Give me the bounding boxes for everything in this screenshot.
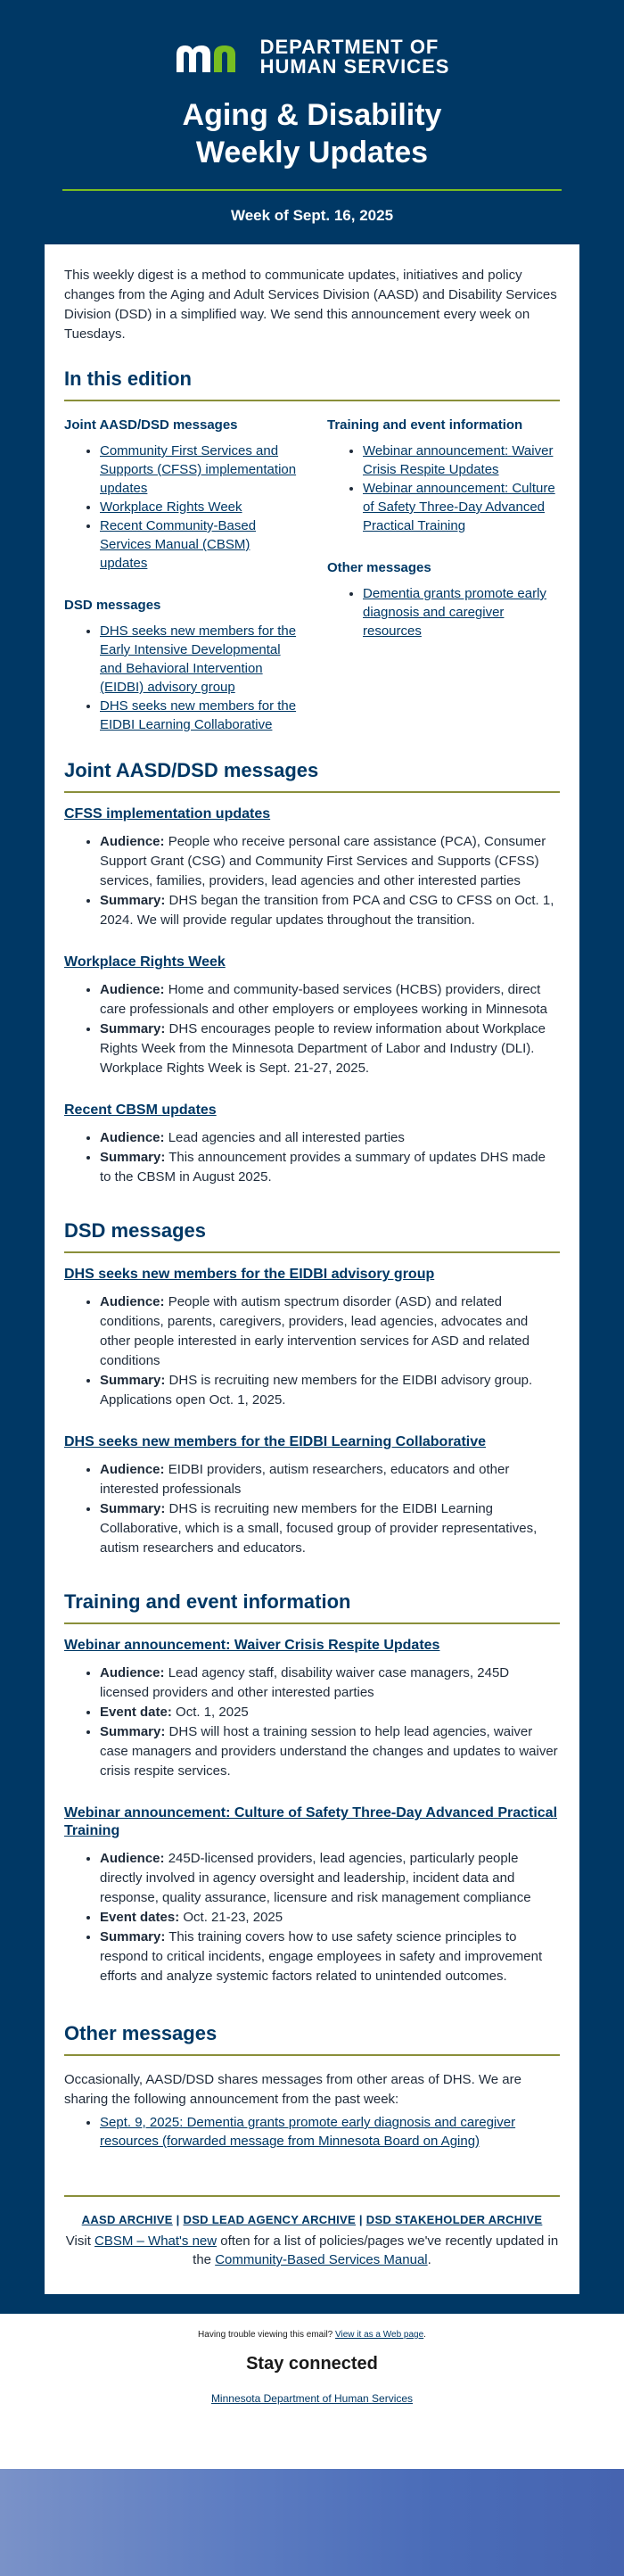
mdhs-link[interactable]: Minnesota Department of Human Services [210, 2392, 414, 2405]
summary-text: This announcement provides a summary of updates DHS made to the CBSM in August 2025. [100, 1150, 546, 1185]
list-item [100, 1148, 560, 1187]
event-dates-text: Oct. 21-23, 2025 [183, 1910, 283, 1925]
list-item [363, 479, 560, 535]
web-page-link[interactable]: View it as a Web page [335, 2330, 424, 2340]
toc-link-respite[interactable]: Webinar announcement: Waiver Crisis Respite Updates [363, 443, 554, 477]
header-divider [62, 189, 562, 191]
safety-title-link[interactable]: Webinar announcement: Culture of Safety Three-Day Advanced Practical Training [64, 1805, 558, 1838]
logo-line-2: HUMAN SERVICES [259, 55, 450, 78]
list-item [363, 584, 560, 640]
list-item [100, 1703, 560, 1722]
eidbi-lc-title-link[interactable]: DHS seeks new members for the EIDBI Learning Collaborative [64, 1434, 487, 1449]
visit-pre: Visit [65, 2233, 95, 2249]
joint-heading: Joint AASD/DSD messages [64, 759, 319, 781]
page-title [0, 96, 624, 171]
list-item [100, 498, 297, 516]
summary-text: DHS is recruiting new members for the EIDBI Learning Collaborative, which is a small, focused group of provider representatives, autism researchers and educators. [100, 1501, 538, 1556]
dhs-logo[interactable] [0, 37, 624, 77]
wrw-list [64, 980, 560, 1078]
audience-label: Audience: [100, 1130, 165, 1145]
cbsm-list [64, 1128, 560, 1187]
toc-joint-list [64, 442, 297, 573]
toc-dsd-heading: DSD messages [64, 598, 161, 613]
audience-text: Lead agency staff, disability waiver case managers, 245D licensed providers and other interested parties [100, 1665, 510, 1700]
list-item [100, 1292, 560, 1371]
summary-text: DHS is recruiting new members for the EIDBI advisory group. Applications open Oct. 1, 2025. [100, 1373, 533, 1408]
audience-text: People with autism spectrum disorder (ASD) and related conditions, parents, caregivers, providers, lead agencies, advocates and other people interested in early intervention services for ASD and related conditions [100, 1294, 530, 1368]
visit-text [64, 2232, 560, 2269]
audience-label: Audience: [100, 834, 165, 849]
audience-text: EIDBI providers, autism researchers, educators and other interested professionals [100, 1462, 510, 1497]
audience-label: Audience: [100, 1665, 165, 1680]
list-item [100, 1128, 560, 1148]
list-item [100, 516, 297, 573]
list-item [100, 622, 297, 697]
toc-link-cfss[interactable]: Community First Services and Supports (CFSS) implementation updates [100, 443, 297, 496]
respite-title-link[interactable]: Webinar announcement: Waiver Crisis Respite Updates [64, 1638, 440, 1653]
visit-end: . [427, 2252, 431, 2267]
audience-text: 245D-licensed providers, lead agencies, particularly people directly involved in agency oversight and leadership, incident data and response, quality assurance, licensure and risk management compliance [100, 1851, 531, 1905]
footer-banner [0, 2469, 624, 2576]
dementia-grants-link[interactable]: Sept. 9, 2025: Dementia grants promote early diagnosis and caregiver resources (forwarded message from Minnesota Board on Aging) [100, 2115, 516, 2149]
logo-text [260, 37, 450, 77]
toc-link-wrw[interactable]: Workplace Rights Week [100, 500, 242, 515]
list-item [100, 1664, 560, 1703]
title-line-2: Weekly Updates [195, 136, 429, 169]
toc-link-safety[interactable]: Webinar announcement: Culture of Safety Three-Day Advanced Practical Training [363, 481, 555, 533]
toc-training-list [327, 442, 560, 535]
other-list [64, 2113, 560, 2151]
toc-link-eidbi-advisory[interactable]: DHS seeks new members for the Early Intensive Developmental and Behavioral Intervention (EIDBI) advisory group [100, 623, 297, 695]
safety-list [64, 1849, 560, 1986]
toc-link-cbsm[interactable]: Recent Community-Based Services Manual (CBSM) updates [100, 518, 257, 571]
toc-other-heading: Other messages [327, 560, 431, 575]
list-item [100, 980, 560, 1020]
footer-divider [64, 2195, 560, 2197]
list-item [100, 1722, 560, 1781]
list-item [100, 2113, 560, 2151]
list-item [100, 697, 297, 734]
dsd-stakeholder-archive-link[interactable]: DSD STAKEHOLDER ARCHIVE [365, 2213, 543, 2226]
section-divider [64, 1622, 560, 1624]
list-item [100, 1020, 560, 1078]
summary-text: This training covers how to use safety science principles to respond to critical incidents, engage employees in safety and improvement efforts and analyze systemic factors related to unintended outcomes. [100, 1929, 543, 1984]
section-divider [64, 1251, 560, 1253]
training-section [64, 1637, 560, 1986]
stay-connected-heading: Stay connected [246, 2354, 378, 2374]
toc-dsd-list [64, 622, 297, 734]
audience-text: Lead agencies and all interested parties [168, 1130, 405, 1145]
visit-mid: often for a list of policies/pages we've recently updated in the [193, 2233, 559, 2267]
dsd-section [64, 1266, 560, 1558]
cbsm-manual-link[interactable]: Community-Based Services Manual [215, 2252, 428, 2267]
toc-left-column [64, 417, 297, 734]
summary-label: Summary: [100, 1501, 166, 1516]
section-divider [64, 791, 560, 793]
dsd-heading: DSD messages [64, 1219, 206, 1242]
list-item [363, 442, 560, 479]
summary-text: DHS encourages people to review information about Workplace Rights Week from the Minnesota Department of Labor and Industry (DLI). Workplace Rights Week is Sept. 21-27, 2025. [100, 1021, 546, 1076]
summary-label: Summary: [100, 893, 166, 908]
list-item [100, 1460, 560, 1499]
eidbi-advisory-list [64, 1292, 560, 1410]
event-date-text: Oct. 1, 2025 [176, 1705, 249, 1720]
email-footer [0, 2314, 624, 2405]
trouble-pre: Having trouble viewing this email? [198, 2330, 336, 2340]
content-card [45, 244, 579, 2294]
toc-right-column [327, 417, 560, 734]
header [0, 0, 624, 244]
wrw-title-link[interactable]: Workplace Rights Week [64, 954, 226, 970]
respite-list [64, 1664, 560, 1781]
trouble-text [0, 2330, 624, 2340]
list-item [100, 1908, 560, 1928]
toc-link-dementia[interactable]: Dementia grants promote early diagnosis and caregiver resources [363, 586, 546, 639]
list-item [100, 442, 297, 498]
training-heading: Training and event information [64, 1590, 351, 1613]
dsd-lead-agency-archive-link[interactable]: DSD LEAD AGENCY ARCHIVE [183, 2213, 356, 2226]
title-line-1: Aging & Disability [182, 98, 442, 132]
toc-joint-heading: Joint AASD/DSD messages [64, 417, 238, 433]
cfss-title-link[interactable]: CFSS implementation updates [64, 806, 271, 822]
frame-bottom-padding [0, 2294, 624, 2314]
trouble-end: . [423, 2330, 426, 2340]
list-item [100, 1499, 560, 1558]
toc-heading: In this edition [64, 367, 192, 390]
cbsm-whats-new-link[interactable]: CBSM – What's new [94, 2233, 218, 2249]
list-item [100, 1371, 560, 1410]
toc-link-eidbi-lc[interactable]: DHS seeks new members for the EIDBI Learning Collaborative [100, 698, 297, 732]
audience-label: Audience: [100, 982, 165, 997]
toc-other-list [327, 584, 560, 640]
list-item [100, 1928, 560, 1986]
summary-text: DHS will host a training session to help lead agencies, waiver case managers and providers understand the changes and updates to waiver crisis respite services. [100, 1724, 558, 1779]
other-heading: Other messages [64, 2022, 218, 2044]
section-divider [64, 2054, 560, 2056]
separator: | [172, 2213, 184, 2226]
cbsm-title-link[interactable]: Recent CBSM updates [64, 1102, 217, 1118]
summary-label: Summary: [100, 1929, 166, 1944]
toc-columns [64, 417, 560, 734]
summary-label: Summary: [100, 1021, 166, 1036]
section-divider [64, 400, 560, 401]
toc-training-heading: Training and event information [327, 417, 523, 433]
mn-logo-icon [175, 42, 250, 72]
separator: | [356, 2213, 366, 2226]
week-label: Week of Sept. 16, 2025 [230, 207, 394, 224]
summary-text: DHS began the transition from PCA and CSG to CFSS on Oct. 1, 2024. We will provide regular updates throughout the transition. [100, 893, 554, 928]
list-item [100, 832, 560, 891]
summary-label: Summary: [100, 1150, 166, 1165]
list-item [100, 1849, 560, 1908]
audience-label: Audience: [100, 1851, 165, 1866]
summary-label: Summary: [100, 1373, 166, 1388]
audience-label: Audience: [100, 1462, 165, 1477]
audience-text: Home and community-based services (HCBS) providers, direct care professionals and other employers or employees working in Minnesota [100, 982, 547, 1017]
other-intro: Occasionally, AASD/DSD shares messages from other areas of DHS. We are sharing the following announcement from the past week: [64, 2072, 521, 2107]
eidbi-lc-list [64, 1460, 560, 1558]
intro-text: This weekly digest is a method to communicate updates, initiatives and policy changes from the Aging and Adult Services Division (AASD) and Disability Services Division (DSD) in a simplified way. We send this announcement every week on Tuesdays. [64, 268, 557, 342]
aasd-archive-link[interactable]: AASD ARCHIVE [81, 2213, 173, 2226]
archive-links [64, 2213, 560, 2226]
logo-line-1: DEPARTMENT OF [259, 36, 439, 58]
list-item [100, 891, 560, 930]
cfss-list [64, 832, 560, 930]
eidbi-advisory-title-link[interactable]: DHS seeks new members for the EIDBI advisory group [64, 1267, 435, 1282]
audience-label: Audience: [100, 1294, 165, 1309]
summary-label: Summary: [100, 1724, 166, 1739]
event-date-label: Event date: [100, 1705, 172, 1720]
joint-section [64, 805, 560, 1187]
audience-text: People who receive personal care assistance (PCA), Consumer Support Grant (CSG) and Community First Services and Supports (CFSS) services, families, providers, lead agencies and other interested parties [100, 834, 546, 888]
event-dates-label: Event dates: [100, 1910, 180, 1925]
